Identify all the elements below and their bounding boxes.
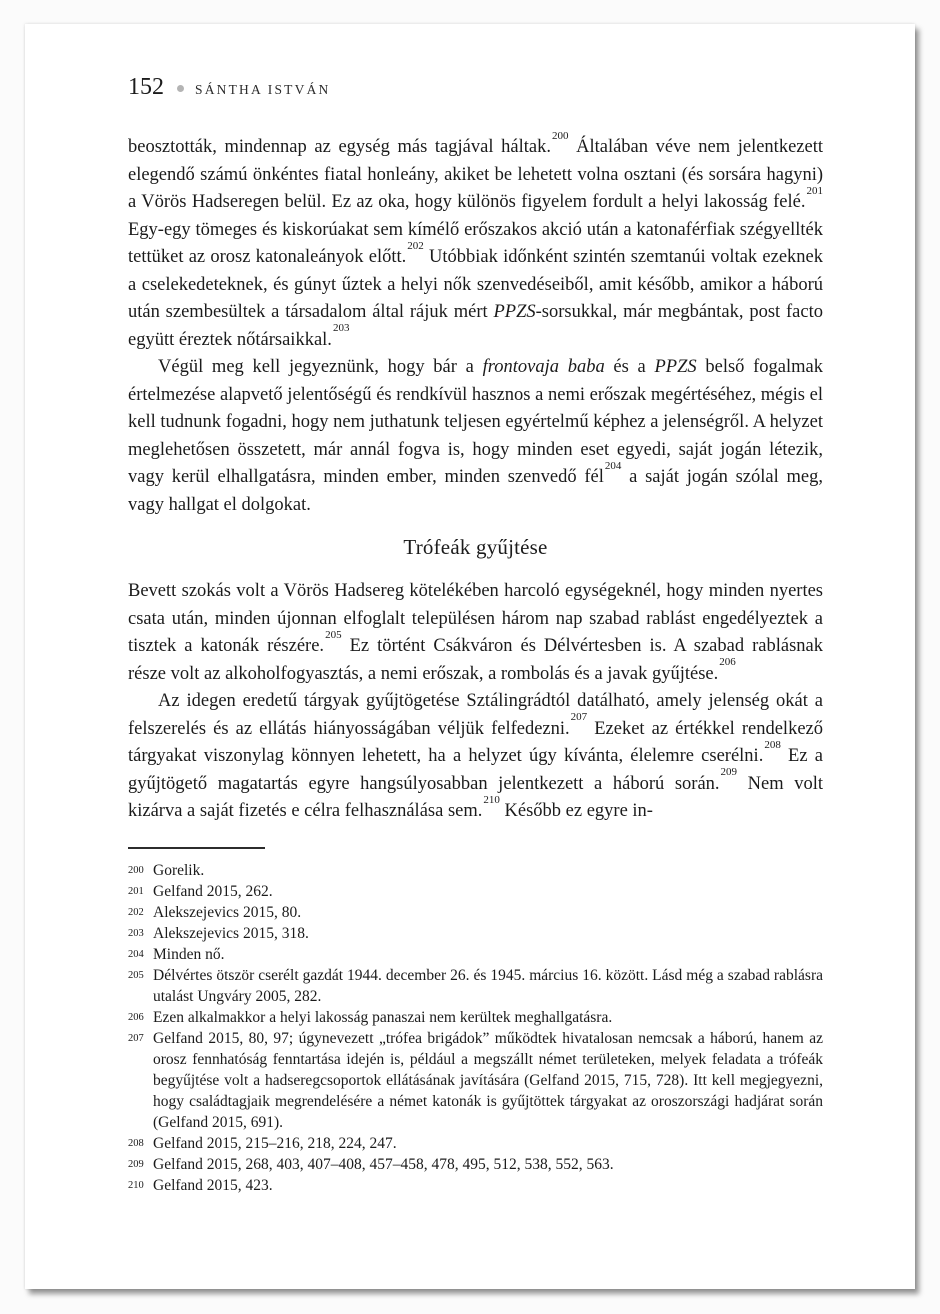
footnote-ref: 210 xyxy=(483,793,500,806)
text-run: és a xyxy=(604,357,655,377)
paragraph xyxy=(128,129,823,354)
page-content xyxy=(25,24,915,1196)
text-run: frontovaja baba xyxy=(482,357,605,377)
book-page xyxy=(25,24,915,1289)
text-run: Nem volt kizárva a saját fizetés e célra felhasználása sem. xyxy=(128,773,823,821)
footnote-text: Gelfand 2015, 262. xyxy=(153,882,273,900)
footnote-number: 209 xyxy=(128,1158,144,1170)
text-run: Ezeket az értékkel rendelkező tárgyakat viszonylag könnyen lehetett, ha a helyzet úgy kívánta, élelemre cserélni. xyxy=(128,718,823,766)
bullet-separator-icon xyxy=(177,85,184,92)
footnote xyxy=(128,1007,823,1028)
text-run: Általában véve nem jelentkezett elegendő számú önkéntes fiatal honleány, akiket be lehetett volna osztani (és sorsára hagyni) a Vörös Hadseregen belül. Ez az oka, hogy különös figyelem fordult a helyi lakosság felé. xyxy=(128,137,823,212)
footnote-text: Gelfand 2015, 80, 97; úgynevezett „trófea brigádok” működtek hivatalosan nemcsak a háború, hanem az orosz fennhatóság fenntartása idején is, például a megszállt német területeken, melyek feladata a trófeák begyűjtése volt a hadseregcsoportok ellátásának javítására (Gelfand 2015, 715, 728). Itt kell megjegyezni, hogy családtagjaik megrendelésére a német katonák is gyűjtöttek tárgyakat az oroszországi hadjárat során (Gelfand 2015, 691). xyxy=(153,1029,823,1131)
footnote xyxy=(128,1028,823,1133)
footnote-number: 205 xyxy=(128,969,144,981)
footnote-number: 202 xyxy=(128,906,144,918)
text-run: Egy-egy tömeges és kiskorúakat sem kímélő erőszakos akció után a katonaférfiak szégyellték tettüket az orosz katonaleányok előtt. xyxy=(128,219,823,267)
page-number: 152 xyxy=(128,74,164,100)
text-run: Ez történt Csákváron és Délvértesben is. A szabad rablásnak része volt az alkoholfogyasztás, a nemi erőszak, a rombolás és a javak gyűjtése. xyxy=(128,636,823,684)
footnote xyxy=(128,1175,823,1196)
footnote-text: Gelfand 2015, 215–216, 218, 224, 247. xyxy=(153,1134,397,1152)
footnote-ref: 202 xyxy=(407,239,424,252)
footnote-ref: 200 xyxy=(551,129,569,142)
footnote-text: Minden nő. xyxy=(153,945,225,963)
text-run: Később ez egyre in- xyxy=(499,801,653,821)
footnote-number: 210 xyxy=(128,1179,144,1191)
footnote-ref: 208 xyxy=(764,738,781,751)
body-text-lower xyxy=(128,578,823,826)
footnote-text: Gelfand 2015, 268, 403, 407–408, 457–458, 478, 495, 512, 538, 552, 563. xyxy=(153,1155,614,1173)
footnote-text: Ezen alkalmakkor a helyi lakosság panaszai nem kerültek meghallgatásra. xyxy=(153,1008,613,1026)
paragraph xyxy=(128,578,823,688)
footnote-text: Alekszejevics 2015, 80. xyxy=(153,903,302,921)
footnote-ref: 201 xyxy=(806,184,823,197)
running-header-author: SÁNTHA ISTVÁN xyxy=(195,82,331,97)
footnote xyxy=(128,923,823,944)
footnote-text: Gelfand 2015, 423. xyxy=(153,1176,273,1194)
body-text-upper xyxy=(128,129,823,519)
footnote-ref: 205 xyxy=(325,628,342,641)
footnote-number: 201 xyxy=(128,885,144,897)
footnote-number: 204 xyxy=(128,948,144,960)
text-run: PPZS xyxy=(493,302,536,322)
footnote-ref: 209 xyxy=(720,766,738,779)
footnote-ref: 204 xyxy=(604,459,622,472)
footnote-ref: 203 xyxy=(332,322,350,335)
footnote xyxy=(128,944,823,965)
text-run: Ez a gyűjtögető magatartás egyre hangsúlyosabban jelentkezett a háború során. xyxy=(128,746,823,794)
footnote xyxy=(128,965,823,1007)
footnote-number: 207 xyxy=(128,1032,144,1044)
text-run: PPZS xyxy=(654,357,697,377)
text-run: a saját jogán szólal meg, vagy hallgat el dolgokat. xyxy=(128,467,823,515)
text-run: belső fogalmak értelmezése alapvető jelentőségű és rendkívül hasznos a nemi erőszak megértéséhez, mégis el kell tudnunk fogadni, hogy nem juthatunk teljesen egyértelmű képhez a jelenségről. A helyzet meglehetősen összetett, már annál fogva is, hogy minden eset egyedi, saját jogán létezik, vagy kerül elhallgatásra, minden ember, minden szenvedő fél xyxy=(128,357,823,487)
text-run: -sorsukkal, már megbántak, post facto együtt éreztek nőtársaikkal. xyxy=(128,302,823,350)
footnote xyxy=(128,1154,823,1175)
text-run: beosztották, mindennap az egység más tagjával háltak. xyxy=(128,137,551,157)
text-run: Végül meg kell jegyeznünk, hogy bár a xyxy=(158,357,483,377)
footnote-number: 208 xyxy=(128,1137,144,1149)
footnote-ref: 207 xyxy=(570,711,588,724)
footnote xyxy=(128,881,823,902)
footnote-number: 200 xyxy=(128,864,144,876)
footnote xyxy=(128,902,823,923)
text-run: Az idegen eredetű tárgyak gyűjtögetése Sztálingrádtól datálható, amely jelenség okát a felszerelés és az ellátás hiányosságában véljük felfedezni. xyxy=(128,691,823,739)
footnote xyxy=(128,1133,823,1154)
footnote-text: Gorelik. xyxy=(153,861,205,879)
footnotes-block xyxy=(128,860,823,1196)
text-run: Utóbbiak időnként szintén szemtanúi voltak ezeknek a cselekedeteknek, és gúnyt űztek a helyi nők szenvedéseiből, amit később, amikor a háború után szembesültek a társadalom által rájuk mért xyxy=(128,247,823,322)
footnote xyxy=(128,860,823,881)
running-header xyxy=(128,74,823,101)
paragraph xyxy=(128,354,823,519)
footnote-text: Délvértes ötször cserélt gazdát 1944. december 26. és 1945. március 16. között. Lásd még a szabad rablásra utalást Ungváry 2005, 282. xyxy=(153,966,823,1005)
text-run: Bevett szokás volt a Vörös Hadsereg kötelékében harcoló egységeknél, hogy minden nyertes csata után, minden újonnan elfoglalt településen három nap szabad rablást engedélyeztek a tisztek a katonák részére. xyxy=(128,581,823,656)
footnote-separator xyxy=(128,847,265,849)
footnote-text: Alekszejevics 2015, 318. xyxy=(153,924,309,942)
footnote-ref: 206 xyxy=(719,656,736,669)
paragraph xyxy=(128,688,823,826)
footnote-number: 206 xyxy=(128,1011,144,1023)
section-heading: Trófeák gyűjtése xyxy=(403,535,548,559)
footnote-number: 203 xyxy=(128,927,144,939)
